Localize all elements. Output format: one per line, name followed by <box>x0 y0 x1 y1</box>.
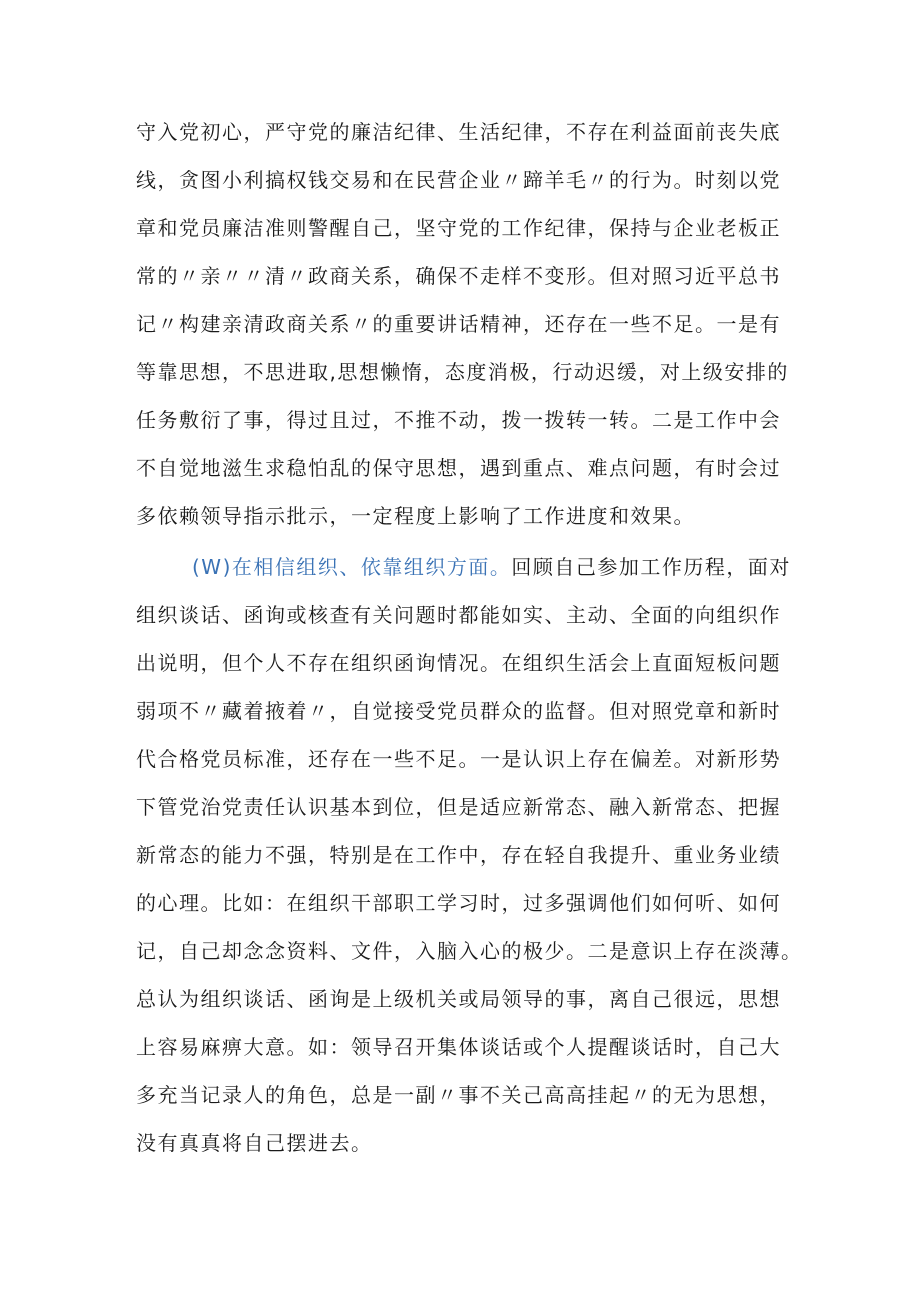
paragraph-2-line-9: 记，自己却念念资料、文件，入脑入心的极少。二是意识上存在淡薄。 <box>136 939 803 963</box>
paragraph-1-line-4: 常的〃亲〃〃清〃政商关系，确保不走样不变形。但对照习近平总书 <box>136 264 781 288</box>
paragraph-1-line-6: 等靠思想，不思进取,思想懒惰，态度消极，行动迟缓，对上级安排的 <box>136 360 789 384</box>
paragraph-2-line-7: 新常态的能力不强，特别是在工作中，存在轻自我提升、重业务业绩 <box>136 843 781 867</box>
paragraph-1-line-1: 守入党初心，严守党的廉洁纪律、生活纪律，不存在利益面前丧失底 <box>136 120 781 144</box>
paragraph-2-line-11: 上容易麻痹大意。如：领导召开集体谈话或个人提醒谈话时，自己大 <box>136 1035 781 1059</box>
paragraph-2-line-3: 出说明，但个人不存在组织函询情况。在组织生活会上直面短板问题 <box>136 651 781 675</box>
paragraph-2-line-2: 组织谈话、函询或核查有关问题时都能如实、主动、全面的向组织作 <box>136 603 781 627</box>
paragraph-1-line-8: 不自觉地滋生求稳怕乱的保守思想，遇到重点、难点问题，有时会过 <box>136 456 781 480</box>
paragraph-1-line-9: 多依赖领导指示批示，一定程度上影响了工作进度和效果。 <box>136 504 695 528</box>
paragraph-2-line-4: 弱项不〃藏着掖着〃，自觉接受党员群众的监督。但对照党章和新时 <box>136 699 781 723</box>
paragraph-2-first-line <box>192 547 816 587</box>
paragraph-1-line-2: 线，贪图小利搞权钱交易和在民营企业〃蹄羊毛〃的行为。时刻以党 <box>136 168 781 192</box>
paragraph-2-first-line-text: 回顾自己参加工作历程，面对 <box>511 555 791 579</box>
paragraph-2-line-13: 没有真真将自己摆进去。 <box>136 1131 373 1155</box>
paragraph-2-line-10: 总认为组织谈话、函询是上级机关或局领导的事，离自己很远，思想 <box>136 987 781 1011</box>
paragraph-1-line-7: 任务敷衍了事，得过且过，不推不动，拨一拨转一转。二是工作中会 <box>136 408 781 432</box>
paragraph-2-line-6: 下管党治党责任认识基本到位，但是适应新常态、融入新常态、把握 <box>136 795 781 819</box>
paragraph-1-line-3: 章和党员廉洁准则警醒自己，坚守党的工作纪律，保持与企业老板正 <box>136 216 781 240</box>
paragraph-2-line-8: 的心理。比如：在组织干部职工学习时，过多强调他们如何听、如何 <box>136 891 781 915</box>
paragraph-1-line-5: 记〃构建亲清政商关系〃的重要讲话精神，还存在一些不足。一是有 <box>136 312 781 336</box>
section-heading: (W)在相信组织、依靠组织方面。 <box>192 555 512 579</box>
paragraph-2-line-5: 代合格党员标准，还存在一些不足。一是认识上存在偏差。对新形势 <box>136 747 781 771</box>
paragraph-2-line-12: 多充当记录人的角色，总是一副〃事不关己高高挂起〃的无为思想， <box>136 1083 781 1107</box>
